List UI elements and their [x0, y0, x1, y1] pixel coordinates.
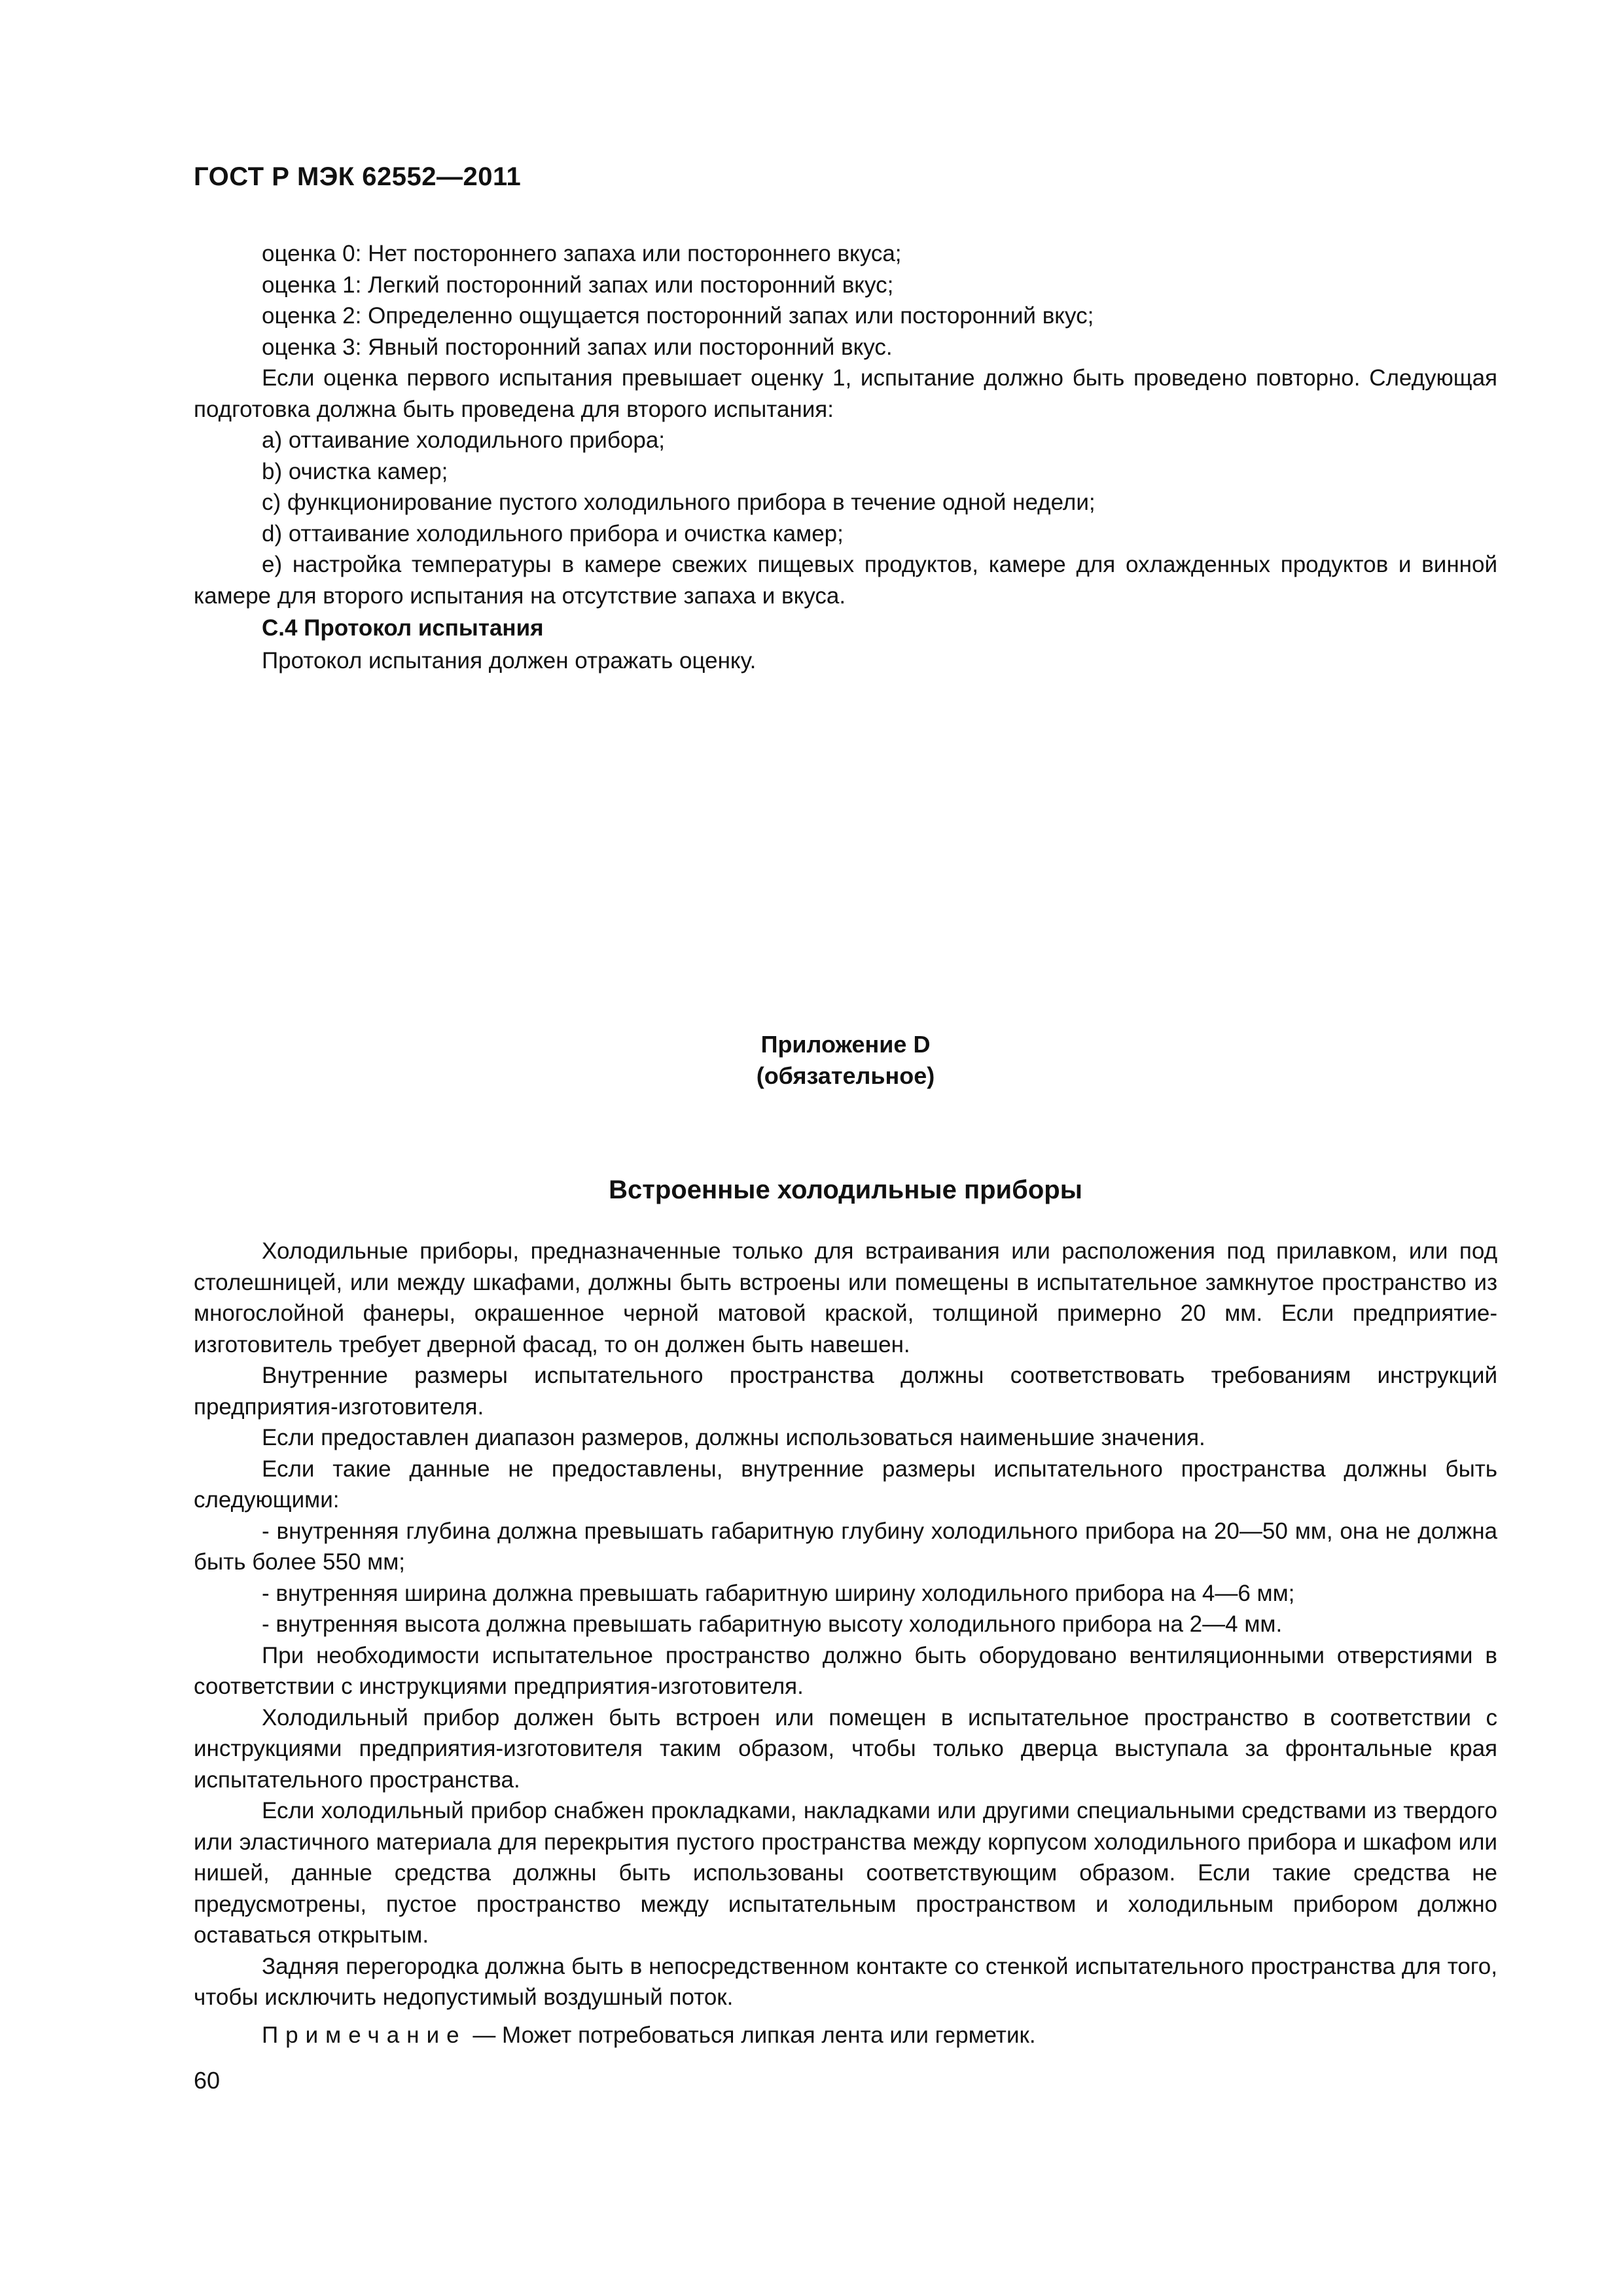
score-line: оценка 1: Легкий посторонний запах или посторонний вкус; — [262, 272, 894, 298]
prep-step: e) настройка температуры в камере свежих пищевых продуктов, камере для охлажденных продуктов и винной камере для второго испытания на отсутствие запаха и вкуса. — [194, 552, 1497, 609]
note-text: — Может потребоваться липкая лента или герметик. — [466, 2022, 1036, 2048]
page-number: 60 — [194, 2067, 221, 2094]
score-line: оценка 3: Явный посторонний запах или посторонний вкус. — [262, 334, 893, 360]
annex-label-block — [194, 1029, 1497, 1092]
prep-step: c) функционирование пустого холодильного прибора в течение одной недели; — [262, 490, 1096, 515]
score-line: оценка 0: Нет постороннего запаха или постороннего вкуса; — [262, 241, 902, 266]
score-line: оценка 2: Определенно ощущается посторонний запах или посторонний вкус; — [262, 303, 1094, 329]
note-prefix: Примечание — [262, 2022, 467, 2048]
prep-step: a) оттаивание холодильного прибора; — [262, 427, 666, 453]
annex-label: Приложение D — [760, 1031, 931, 1058]
annex-paragraph: Если такие данные не предоставлены, внутренние размеры испытательного пространства должны быть следующими: — [194, 1456, 1497, 1513]
section-c4-text: Протокол испытания должен отражать оценку. — [262, 647, 757, 673]
prep-step: d) оттаивание холодильного прибора и очистка камер; — [262, 520, 844, 547]
section-c3-continued — [194, 238, 1497, 676]
annex-paragraph: Холодильные приборы, предназначенные только для встраивания или расположения под прилавком, или под столешницей, или между шкафами, должны быть встроены или помещены в испытательное замкнутое пространство из многослойной фанеры, окрашенное черной матовой краской, толщиной примерно 20 мм. Если предприятие-изготовитель требует дверной фасад, то он должен быть навешен. — [194, 1238, 1497, 1357]
annex-title: Встроенные холодильные приборы — [609, 1175, 1082, 1204]
repeat-test-paragraph: Если оценка первого испытания превышает оценку 1, испытание должно быть проведено повторно. Следующая подготовка должна быть проведена для второго испытания: — [194, 365, 1497, 422]
dimension-item: - внутренняя глубина должна превышать габаритную глубину холодильного прибора на 20—50 мм, она не должна быть более 550 мм; — [194, 1518, 1497, 1575]
annex-paragraph: Холодильный прибор должен быть встроен или помещен в испытательное пространство в соответствии с инструкциями предприятия-изготовителя таким образом, чтобы только дверца выступала за фронтальные края испытательного пространства. — [194, 1704, 1497, 1793]
annex-body — [194, 1236, 1497, 2051]
annex-paragraph: Если холодильный прибор снабжен прокладками, накладками или другими специальными средствами из твердого или эластичного материала для перекрытия пустого пространства между корпусом холодильного прибора и шкафом или нишей, данные средства должны быть использованы соответствующим образом. Если такие средства не предусмотрены, пустое пространство между испытательным пространством и холодильным прибором должно оставаться открытым. — [194, 1798, 1497, 1948]
dimension-item: - внутренняя ширина должна превышать габаритную ширину холодильного прибора на 4—6 мм; — [262, 1580, 1295, 1606]
prep-step: b) очистка камер; — [262, 458, 448, 484]
annex-paragraph: Если предоставлен диапазон размеров, должны использоваться наименьшие значения. — [262, 1425, 1205, 1450]
dimension-item: - внутренняя высота должна превышать габаритную высоту холодильного прибора на 2—4 мм. — [262, 1611, 1283, 1637]
document-header: ГОСТ Р МЭК 62552—2011 — [194, 162, 522, 191]
annex-paragraph: Внутренние размеры испытательного пространства должны соответствовать требованиям инструкций предприятия-изготовителя. — [194, 1363, 1497, 1420]
section-c4-heading: С.4 Протокол испытания — [262, 615, 544, 641]
annex-paragraph: При необходимости испытательное пространство должно быть оборудовано вентиляционными отверстиями в соответствии с инструкциями предприятия-изготовителя. — [194, 1642, 1497, 1699]
note — [194, 2020, 1497, 2051]
annex-status: (обязательное) — [756, 1062, 935, 1089]
annex-paragraph: Задняя перегородка должна быть в непосредственном контакте со стенкой испытательного пространства для того, чтобы исключить недопустимый воздушный поток. — [194, 1953, 1497, 2010]
